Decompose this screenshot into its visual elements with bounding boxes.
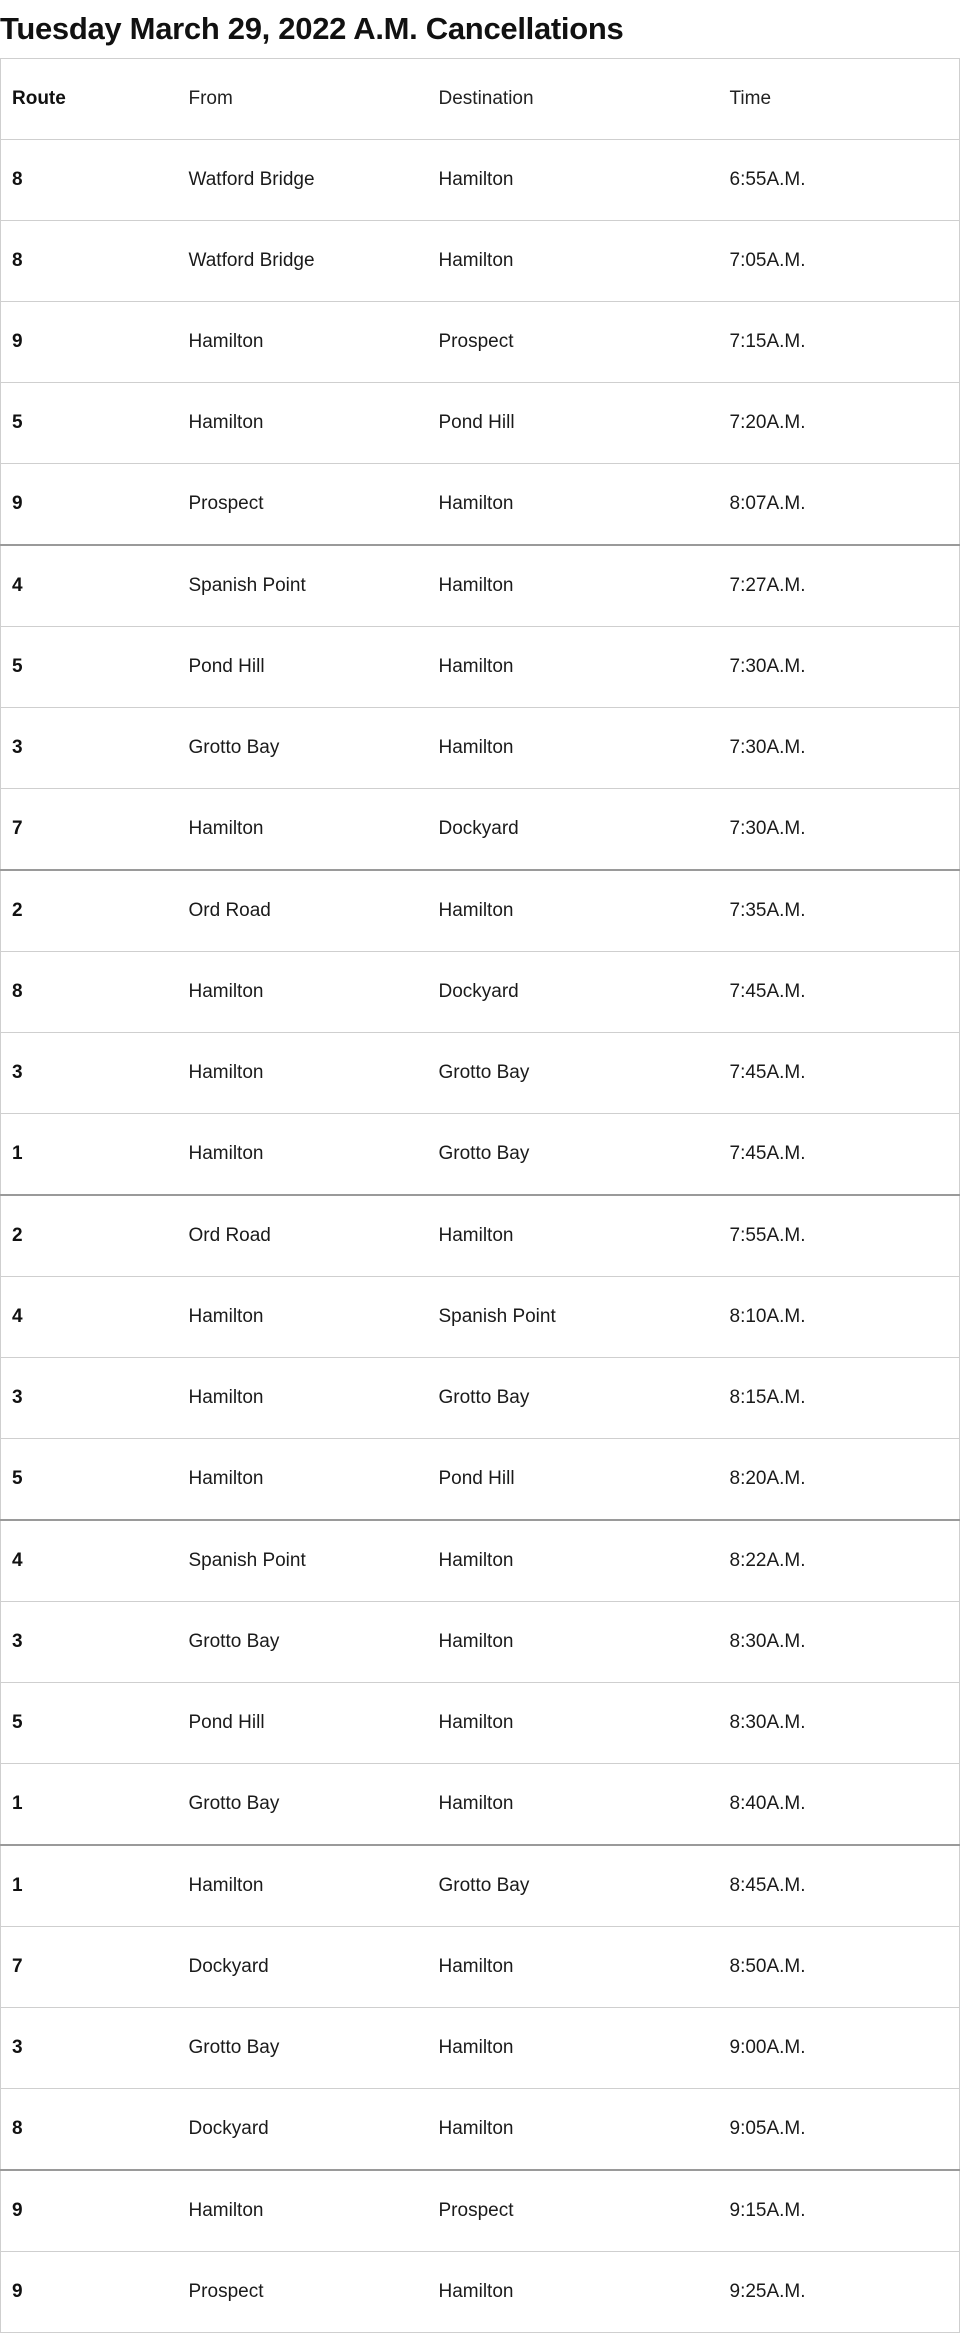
cell-route: 9 bbox=[1, 2252, 178, 2333]
cell-route: 5 bbox=[1, 383, 178, 464]
cell-route: 9 bbox=[1, 2170, 178, 2252]
page-title: Tuesday March 29, 2022 A.M. Cancellations bbox=[0, 11, 624, 46]
cell-time: 8:10A.M. bbox=[719, 1277, 960, 1358]
cell-destination: Dockyard bbox=[428, 789, 719, 871]
table-row bbox=[1, 708, 960, 789]
header-row bbox=[1, 59, 960, 140]
table-row bbox=[1, 1114, 960, 1196]
cell-destination: Grotto Bay bbox=[428, 1358, 719, 1439]
cell-time: 8:07A.M. bbox=[719, 464, 960, 546]
cell-route: 5 bbox=[1, 1439, 178, 1521]
cell-from: Pond Hill bbox=[178, 627, 428, 708]
table-row bbox=[1, 221, 960, 302]
table-row bbox=[1, 1358, 960, 1439]
cell-destination: Hamilton bbox=[428, 2008, 719, 2089]
cell-time: 7:15A.M. bbox=[719, 302, 960, 383]
cell-time: 7:05A.M. bbox=[719, 221, 960, 302]
table-row bbox=[1, 1277, 960, 1358]
cell-destination: Grotto Bay bbox=[428, 1845, 719, 1927]
cell-time: 7:30A.M. bbox=[719, 627, 960, 708]
cell-destination: Grotto Bay bbox=[428, 1114, 719, 1196]
cell-destination: Grotto Bay bbox=[428, 1033, 719, 1114]
cell-route: 3 bbox=[1, 1358, 178, 1439]
cell-destination: Hamilton bbox=[428, 1602, 719, 1683]
cell-from: Hamilton bbox=[178, 1033, 428, 1114]
cell-time: 7:27A.M. bbox=[719, 545, 960, 627]
cell-time: 9:00A.M. bbox=[719, 2008, 960, 2089]
cell-time: 7:55A.M. bbox=[719, 1195, 960, 1277]
cell-destination: Prospect bbox=[428, 302, 719, 383]
table-row bbox=[1, 2008, 960, 2089]
cell-route: 2 bbox=[1, 870, 178, 952]
cell-from: Hamilton bbox=[178, 789, 428, 871]
cell-from: Hamilton bbox=[178, 952, 428, 1033]
cell-from: Pond Hill bbox=[178, 1683, 428, 1764]
cell-from: Hamilton bbox=[178, 2170, 428, 2252]
cell-destination: Hamilton bbox=[428, 1195, 719, 1277]
table-row bbox=[1, 789, 960, 871]
table-header bbox=[1, 59, 960, 140]
cell-time: 7:30A.M. bbox=[719, 789, 960, 871]
cell-route: 7 bbox=[1, 789, 178, 871]
cell-from: Watford Bridge bbox=[178, 140, 428, 221]
table-row bbox=[1, 545, 960, 627]
table-row bbox=[1, 1602, 960, 1683]
cell-destination: Pond Hill bbox=[428, 1439, 719, 1521]
cell-from: Grotto Bay bbox=[178, 1764, 428, 1846]
cell-time: 8:45A.M. bbox=[719, 1845, 960, 1927]
header-route: Route bbox=[1, 59, 178, 140]
cell-destination: Spanish Point bbox=[428, 1277, 719, 1358]
cell-time: 7:30A.M. bbox=[719, 708, 960, 789]
cell-time: 8:20A.M. bbox=[719, 1439, 960, 1521]
cell-destination: Hamilton bbox=[428, 870, 719, 952]
table-row bbox=[1, 464, 960, 546]
cell-from: Prospect bbox=[178, 2252, 428, 2333]
table-row bbox=[1, 302, 960, 383]
cell-from: Hamilton bbox=[178, 1358, 428, 1439]
cell-route: 8 bbox=[1, 952, 178, 1033]
table-row bbox=[1, 1439, 960, 1521]
cell-destination: Prospect bbox=[428, 2170, 719, 2252]
header-destination: Destination bbox=[428, 59, 719, 140]
cell-time: 9:25A.M. bbox=[719, 2252, 960, 2333]
cell-route: 2 bbox=[1, 1195, 178, 1277]
cell-from: Hamilton bbox=[178, 1845, 428, 1927]
table-row bbox=[1, 1764, 960, 1846]
cell-destination: Hamilton bbox=[428, 2089, 719, 2171]
cell-time: 7:45A.M. bbox=[719, 1033, 960, 1114]
table-row bbox=[1, 1033, 960, 1114]
cell-from: Spanish Point bbox=[178, 545, 428, 627]
cell-destination: Hamilton bbox=[428, 140, 719, 221]
cell-time: 9:05A.M. bbox=[719, 2089, 960, 2171]
table-row bbox=[1, 1195, 960, 1277]
cell-from: Spanish Point bbox=[178, 1520, 428, 1602]
cell-destination: Hamilton bbox=[428, 708, 719, 789]
cell-destination: Hamilton bbox=[428, 1520, 719, 1602]
cell-from: Hamilton bbox=[178, 302, 428, 383]
cell-from: Grotto Bay bbox=[178, 1602, 428, 1683]
cell-destination: Hamilton bbox=[428, 2252, 719, 2333]
cell-time: 8:22A.M. bbox=[719, 1520, 960, 1602]
cell-from: Ord Road bbox=[178, 870, 428, 952]
cell-destination: Hamilton bbox=[428, 464, 719, 546]
cell-from: Grotto Bay bbox=[178, 708, 428, 789]
cell-route: 9 bbox=[1, 464, 178, 546]
table-row bbox=[1, 870, 960, 952]
table-row bbox=[1, 1683, 960, 1764]
cell-route: 8 bbox=[1, 221, 178, 302]
cell-from: Prospect bbox=[178, 464, 428, 546]
cell-destination: Hamilton bbox=[428, 221, 719, 302]
table-row bbox=[1, 2170, 960, 2252]
cell-destination: Dockyard bbox=[428, 952, 719, 1033]
cell-from: Dockyard bbox=[178, 2089, 428, 2171]
cell-destination: Pond Hill bbox=[428, 383, 719, 464]
table-row bbox=[1, 1845, 960, 1927]
cell-route: 7 bbox=[1, 1927, 178, 2008]
cell-route: 3 bbox=[1, 2008, 178, 2089]
cell-destination: Hamilton bbox=[428, 1683, 719, 1764]
cell-time: 8:30A.M. bbox=[719, 1602, 960, 1683]
table-row bbox=[1, 2252, 960, 2333]
cell-time: 8:50A.M. bbox=[719, 1927, 960, 2008]
cell-from: Watford Bridge bbox=[178, 221, 428, 302]
cell-time: 9:15A.M. bbox=[719, 2170, 960, 2252]
cell-time: 8:30A.M. bbox=[719, 1683, 960, 1764]
table-row bbox=[1, 2089, 960, 2171]
table-row bbox=[1, 383, 960, 464]
table-row bbox=[1, 1927, 960, 2008]
cell-route: 5 bbox=[1, 627, 178, 708]
cell-from: Grotto Bay bbox=[178, 2008, 428, 2089]
cancellations-table bbox=[0, 58, 960, 2333]
cell-destination: Hamilton bbox=[428, 1764, 719, 1846]
cell-destination: Hamilton bbox=[428, 545, 719, 627]
table-row bbox=[1, 140, 960, 221]
table-row bbox=[1, 627, 960, 708]
cell-from: Hamilton bbox=[178, 1114, 428, 1196]
cell-time: 8:40A.M. bbox=[719, 1764, 960, 1846]
cell-time: 7:45A.M. bbox=[719, 952, 960, 1033]
cell-route: 9 bbox=[1, 302, 178, 383]
cell-route: 3 bbox=[1, 1033, 178, 1114]
cell-route: 1 bbox=[1, 1845, 178, 1927]
cell-time: 7:20A.M. bbox=[719, 383, 960, 464]
cell-destination: Hamilton bbox=[428, 627, 719, 708]
cell-time: 7:45A.M. bbox=[719, 1114, 960, 1196]
cell-route: 1 bbox=[1, 1764, 178, 1846]
cell-route: 8 bbox=[1, 2089, 178, 2171]
table-row bbox=[1, 952, 960, 1033]
table-body bbox=[1, 140, 960, 2333]
cell-time: 7:35A.M. bbox=[719, 870, 960, 952]
cell-route: 4 bbox=[1, 1277, 178, 1358]
header-time: Time bbox=[719, 59, 960, 140]
cell-route: 3 bbox=[1, 1602, 178, 1683]
cell-from: Hamilton bbox=[178, 1277, 428, 1358]
cell-route: 4 bbox=[1, 545, 178, 627]
cell-from: Dockyard bbox=[178, 1927, 428, 2008]
cell-time: 6:55A.M. bbox=[719, 140, 960, 221]
cell-destination: Hamilton bbox=[428, 1927, 719, 2008]
cell-from: Hamilton bbox=[178, 383, 428, 464]
table-row bbox=[1, 1520, 960, 1602]
cell-route: 5 bbox=[1, 1683, 178, 1764]
cell-time: 8:15A.M. bbox=[719, 1358, 960, 1439]
cell-route: 4 bbox=[1, 1520, 178, 1602]
cell-route: 8 bbox=[1, 140, 178, 221]
cell-route: 1 bbox=[1, 1114, 178, 1196]
cell-from: Ord Road bbox=[178, 1195, 428, 1277]
header-from: From bbox=[178, 59, 428, 140]
cell-from: Hamilton bbox=[178, 1439, 428, 1521]
cell-route: 3 bbox=[1, 708, 178, 789]
